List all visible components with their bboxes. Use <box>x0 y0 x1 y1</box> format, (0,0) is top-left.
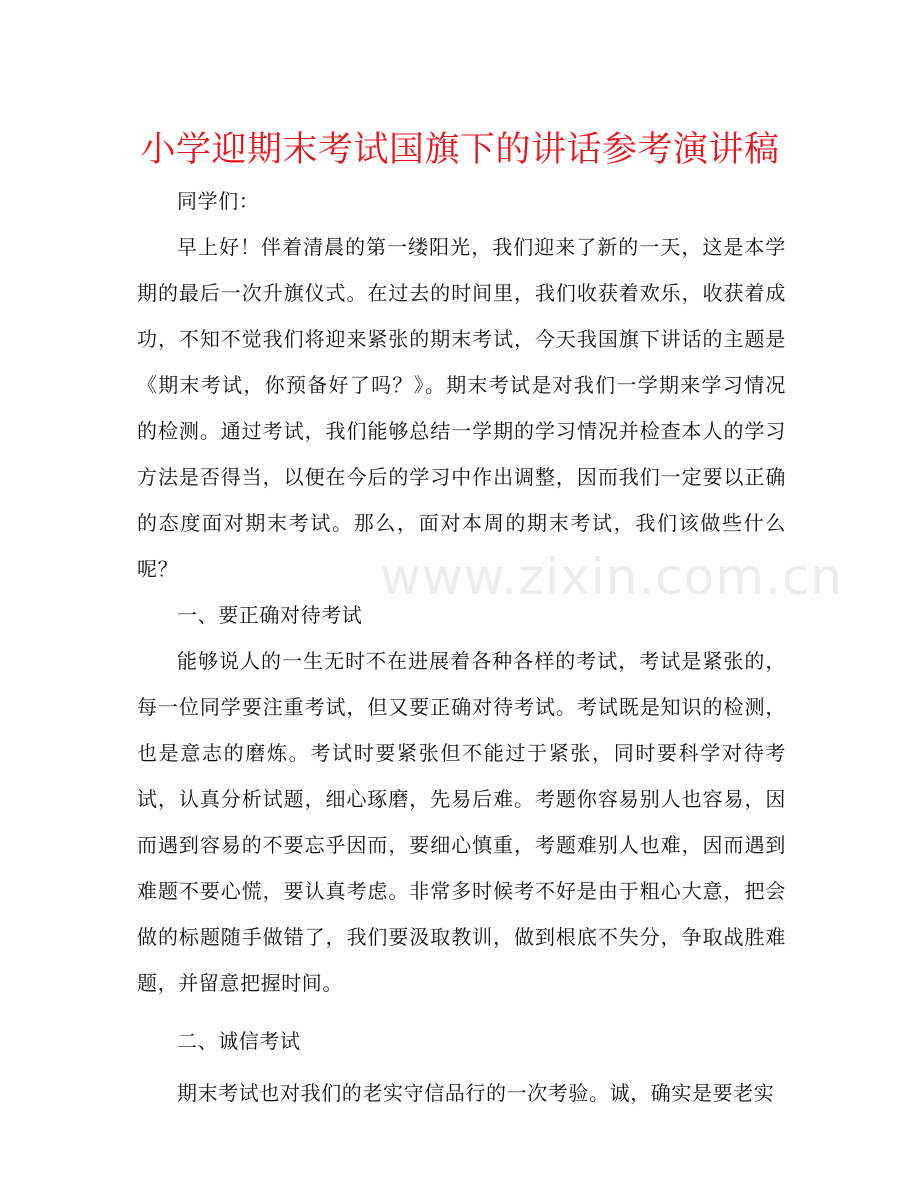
paragraph-section-1: 能够说人的一生无时不在进展着各种各样的考试，考试是紧张的，每一位同学要注重考试，但又要正确对待考试。考试既是知识的检测，也是意志的磨炼。考试时要紧张但不能过于紧张，同时要科学对待考试，认真分析试题，细心琢磨，先易后难。考题你容易别人也容易，因而遇到容易的不要忘乎因而，要细心慎重，考题难别人也难，因而遇到难题不要心慌，要认真考虑。非常多时候考不好是由于粗心大意，把会做的标题随手做错了，我们要汲取教训，做到根底不失分，争取战胜难题，并留意把握时间。 <box>137 649 786 995</box>
watermark-text: www.zixin.com.cn <box>380 548 844 606</box>
salutation: 同学们： <box>177 189 260 213</box>
section-heading-1: 一、要正确对待考试 <box>177 603 363 627</box>
paragraph-section-2: 期末考试也对我们的老实守信品行的一次考验。诚，确实是要老实 <box>177 1081 775 1105</box>
section-heading-2: 二、诚信考试 <box>177 1029 301 1053</box>
paragraph-greeting: 早上好！伴着清晨的第一缕阳光，我们迎来了新的一天，这是本学期的最后一次升旗仪式。在过去的时间里，我们收获着欢乐，收获着成功，不知不觉我们将迎来紧张的期末考试，今天我国旗下讲话的主题是《期末考试，你预备好了吗？》。期末考试是对我们一学期来学习情况的检测。通过考试，我们能够总结一学期的学习情况并检查本人的学习方法是否得当，以便在今后的学习中作出调整，因而我们一定要以正确的态度面对期末考试。那么，面对本周的期末考试，我们该做些什么呢？ <box>137 235 786 581</box>
document-title: 小学迎期末考试国旗下的讲话参考演讲稿 <box>140 130 780 170</box>
document-body <box>137 178 786 1116</box>
